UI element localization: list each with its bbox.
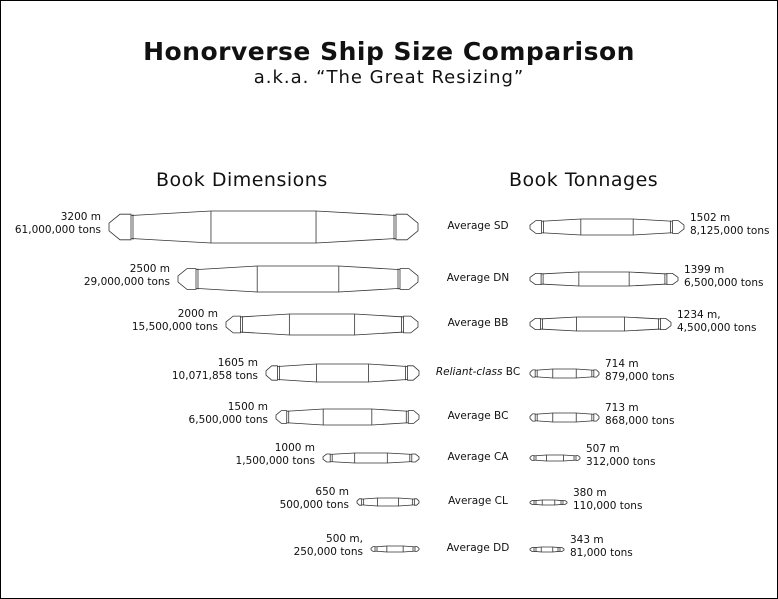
tonnage: 61,000,000 tons (14, 224, 101, 236)
book-tonnages-label (684, 264, 763, 290)
length: 1399 m (684, 264, 725, 276)
ship-silhouette-book-tonnages (530, 369, 599, 378)
tonnage: 1,500,000 tons (235, 455, 315, 467)
class-name: Average DD (446, 542, 510, 554)
column-heading-book-dimensions: Book Dimensions (156, 169, 328, 191)
class-name: BC (502, 366, 521, 378)
ship-silhouette-book-tonnages (530, 317, 671, 331)
diagram-subtitle: a.k.a. “The Great Resizing” (253, 67, 525, 88)
book-dimensions-label (189, 401, 268, 427)
book-tonnages-label (690, 212, 769, 238)
ship-silhouette-book-dimensions (357, 498, 419, 506)
diagram-title: Honorverse Ship Size Comparison (143, 37, 635, 66)
tonnage: 250,000 tons (293, 546, 363, 558)
book-dimensions-label (280, 486, 349, 512)
tonnage: 6,500,000 tons (188, 414, 268, 426)
tonnage: 29,000,000 tons (83, 276, 170, 288)
book-tonnages-label (605, 358, 674, 384)
ship-silhouette-book-dimensions (371, 546, 419, 552)
length: 1605 m (217, 357, 258, 369)
book-tonnages-label (677, 309, 756, 335)
ship-class-label (418, 220, 538, 232)
length: 1500 m (227, 401, 268, 413)
book-tonnages-label (586, 443, 655, 469)
ship-silhouette-book-tonnages (530, 413, 599, 422)
tonnage: 15,500,000 tons (131, 321, 218, 333)
length: 343 m (570, 534, 604, 546)
tonnage: 8,125,000 tons (690, 225, 770, 237)
ship-silhouette-book-tonnages (530, 219, 684, 235)
length: 2500 m (129, 263, 170, 275)
length: 714 m (605, 358, 639, 370)
length: 713 m (605, 402, 639, 414)
book-dimensions-label (132, 308, 218, 334)
ship-class-label (418, 272, 538, 284)
ship-class-label (418, 366, 538, 378)
book-dimensions-label (15, 211, 101, 237)
class-name: Average DN (446, 272, 510, 284)
length: 507 m (586, 443, 620, 455)
class-name: Average BC (447, 410, 509, 422)
ship-silhouette-book-dimensions (276, 409, 419, 425)
ship-class-label (418, 542, 538, 554)
ship-class-label (418, 451, 538, 463)
ship-silhouette-book-tonnages (530, 272, 678, 286)
column-heading-book-tonnages: Book Tonnages (509, 169, 659, 191)
book-dimensions-label (172, 357, 258, 383)
length: 380 m (573, 487, 607, 499)
length: 500 m, (326, 533, 363, 545)
tonnage: 10,071,858 tons (171, 370, 258, 382)
length: 1234 m, (677, 309, 721, 321)
ship-silhouette-book-dimensions (109, 211, 418, 243)
tonnage: 500,000 tons (279, 499, 349, 511)
ship-silhouette-book-dimensions (226, 314, 418, 335)
length: 3200 m (60, 211, 101, 223)
ship-silhouette-book-dimensions (323, 453, 419, 463)
class-name: Average BB (447, 317, 509, 329)
length: 1502 m (690, 212, 731, 224)
book-tonnages-label (573, 487, 642, 513)
ship-silhouette-book-dimensions (178, 266, 418, 292)
class-prefix: Reliant-class (435, 366, 503, 378)
tonnage: 312,000 tons (586, 456, 656, 468)
book-tonnages-label (605, 402, 674, 428)
ship-class-label (418, 410, 538, 422)
class-name: Average CA (447, 451, 509, 463)
length: 650 m (315, 486, 349, 498)
class-name: Average CL (448, 495, 508, 507)
length: 2000 m (177, 308, 218, 320)
tonnage: 879,000 tons (605, 371, 675, 383)
length: 1000 m (274, 442, 315, 454)
book-dimensions-label (236, 442, 315, 468)
tonnage: 4,500,000 tons (677, 322, 757, 334)
ship-class-label (418, 317, 538, 329)
tonnage: 868,000 tons (605, 415, 675, 427)
tonnage: 110,000 tons (573, 500, 643, 512)
class-name: Average SD (447, 220, 509, 232)
tonnage: 81,000 tons (570, 547, 633, 559)
ship-class-label (418, 495, 538, 507)
book-dimensions-label (84, 263, 170, 289)
ship-silhouette-book-dimensions (266, 364, 419, 382)
tonnage: 6,500,000 tons (684, 277, 764, 289)
book-tonnages-label (570, 534, 633, 560)
book-dimensions-label (294, 533, 363, 559)
